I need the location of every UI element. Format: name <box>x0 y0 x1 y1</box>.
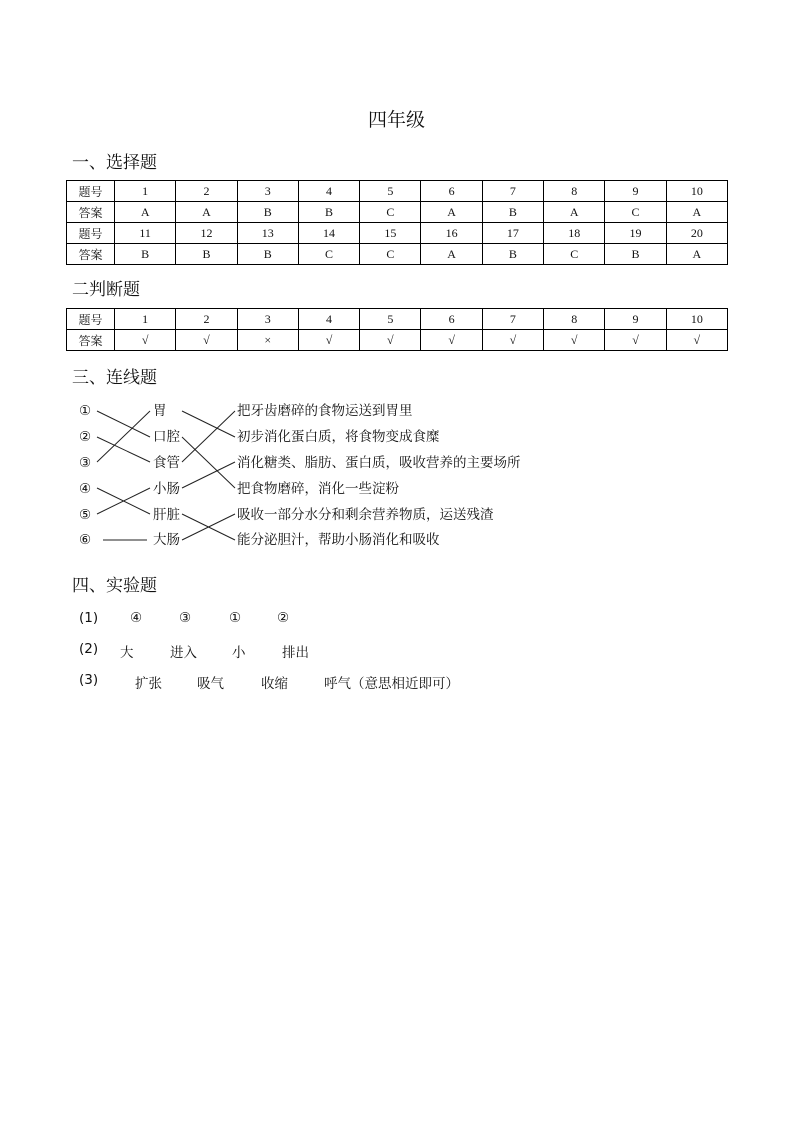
answer-cell: 13 <box>237 223 298 244</box>
match-number: ③ <box>79 455 92 471</box>
match-organ: 小肠 <box>153 481 180 497</box>
match-line <box>97 488 150 514</box>
answer-cell: × <box>237 330 298 351</box>
answer-cell: 4 <box>298 309 359 330</box>
answer-cell: 2 <box>176 181 237 202</box>
answer-cell: √ <box>298 330 359 351</box>
answer-cell: A <box>666 202 727 223</box>
row-header-cell: 答案 <box>67 330 115 351</box>
answer-cell: √ <box>176 330 237 351</box>
judge-answer-table <box>66 308 728 351</box>
answer-cell: 4 <box>298 181 359 202</box>
section-judge-heading: 二判断题 <box>72 280 140 300</box>
choice-answer-table <box>66 180 728 265</box>
answer-cell: A <box>176 202 237 223</box>
match-organ: 食管 <box>153 455 180 471</box>
table-row <box>67 309 728 330</box>
answer-cell: 5 <box>360 181 421 202</box>
answer-cell: √ <box>360 330 421 351</box>
answer-cell: B <box>298 202 359 223</box>
experiment-label: (2) <box>79 641 99 657</box>
match-line <box>97 488 150 514</box>
answer-cell: 17 <box>482 223 543 244</box>
match-function: 消化糖类、脂肪、蛋白质，吸收营养的主要场所 <box>237 455 521 471</box>
answer-cell: B <box>176 244 237 265</box>
answer-cell: 9 <box>605 309 666 330</box>
answer-cell: B <box>482 202 543 223</box>
row-header-cell: 题号 <box>67 181 115 202</box>
answer-cell: √ <box>666 330 727 351</box>
answer-cell: √ <box>544 330 605 351</box>
answer-cell: 15 <box>360 223 421 244</box>
answer-cell: B <box>605 244 666 265</box>
experiment-answer: 呼气（意思相近即可） <box>324 676 459 692</box>
answer-cell: A <box>666 244 727 265</box>
experiment-answer: 进入 <box>170 645 197 661</box>
answer-cell: 18 <box>544 223 605 244</box>
answer-cell: √ <box>482 330 543 351</box>
experiment-label: (1) <box>79 610 99 626</box>
answer-cell: 11 <box>115 223 176 244</box>
answer-cell: 9 <box>605 181 666 202</box>
answer-cell: B <box>237 202 298 223</box>
answer-cell: C <box>605 202 666 223</box>
experiment-answer: ④ <box>130 610 143 626</box>
answer-cell: 19 <box>605 223 666 244</box>
match-organ: 胃 <box>153 403 167 419</box>
experiment-label: (3) <box>79 672 99 688</box>
match-line <box>182 411 235 437</box>
table-row <box>67 223 728 244</box>
answer-cell: 7 <box>482 309 543 330</box>
match-organ: 大肠 <box>153 532 180 548</box>
experiment-answer: 扩张 <box>135 676 162 692</box>
experiment-answer: 收缩 <box>261 676 288 692</box>
answer-cell: A <box>544 202 605 223</box>
answer-cell: √ <box>605 330 666 351</box>
answer-cell: 3 <box>237 309 298 330</box>
answer-cell: B <box>482 244 543 265</box>
answer-cell: 3 <box>237 181 298 202</box>
match-line <box>182 462 235 488</box>
match-line <box>182 514 235 540</box>
answer-cell: B <box>237 244 298 265</box>
match-number: ④ <box>79 481 92 497</box>
experiment-answer: 大 <box>120 645 134 661</box>
table-row <box>67 330 728 351</box>
section-experiment-heading: 四、实验题 <box>72 576 157 596</box>
answer-cell: C <box>298 244 359 265</box>
match-line <box>182 411 235 462</box>
table-row <box>67 244 728 265</box>
answer-cell: 20 <box>666 223 727 244</box>
section-match-heading: 三、连线题 <box>72 368 157 388</box>
answer-cell: 8 <box>544 309 605 330</box>
match-number: ⑤ <box>79 507 92 523</box>
row-header-cell: 题号 <box>67 223 115 244</box>
match-function: 把食物磨碎，消化一些淀粉 <box>237 481 399 497</box>
match-function: 把牙齿磨碎的食物运送到胃里 <box>237 403 413 419</box>
row-header-cell: 题号 <box>67 309 115 330</box>
answer-cell: √ <box>421 330 482 351</box>
answer-cell: 1 <box>115 181 176 202</box>
match-organ: 口腔 <box>153 429 180 445</box>
answer-cell: C <box>544 244 605 265</box>
match-line <box>182 514 235 540</box>
experiment-answer: ② <box>277 610 290 626</box>
answer-cell: 14 <box>298 223 359 244</box>
answer-cell: B <box>115 244 176 265</box>
answer-cell: A <box>115 202 176 223</box>
experiment-answer: 小 <box>232 645 246 661</box>
match-line <box>97 411 150 462</box>
answer-cell: 6 <box>421 309 482 330</box>
match-function: 能分泌胆汁，帮助小肠消化和吸收 <box>237 532 440 548</box>
answer-cell: 10 <box>666 181 727 202</box>
section-choice-heading: 一、选择题 <box>72 153 157 173</box>
answer-cell: 2 <box>176 309 237 330</box>
answer-cell: 7 <box>482 181 543 202</box>
answer-cell: 6 <box>421 181 482 202</box>
answer-cell: 10 <box>666 309 727 330</box>
answer-cell: C <box>360 202 421 223</box>
answer-cell: C <box>360 244 421 265</box>
answer-cell: A <box>421 202 482 223</box>
match-number: ⑥ <box>79 532 92 548</box>
answer-cell: 5 <box>360 309 421 330</box>
match-organ: 肝脏 <box>153 507 180 523</box>
match-number: ① <box>79 403 92 419</box>
answer-cell: 1 <box>115 309 176 330</box>
page-title: 四年级 <box>367 109 425 131</box>
answer-cell: 12 <box>176 223 237 244</box>
answer-cell: 16 <box>421 223 482 244</box>
experiment-answer: 排出 <box>282 645 309 661</box>
match-function: 初步消化蛋白质，将食物变成食糜 <box>237 429 440 445</box>
match-line <box>97 437 150 462</box>
answer-cell: √ <box>115 330 176 351</box>
experiment-answer: ③ <box>179 610 192 626</box>
match-number: ② <box>79 429 92 445</box>
row-header-cell: 答案 <box>67 244 115 265</box>
table-row <box>67 202 728 223</box>
experiment-answer: ① <box>229 610 242 626</box>
answer-cell: 8 <box>544 181 605 202</box>
match-line <box>182 437 235 488</box>
match-function: 吸收一部分水分和剩余营养物质，运送残渣 <box>237 507 494 523</box>
match-line <box>97 411 150 437</box>
row-header-cell: 答案 <box>67 202 115 223</box>
answer-cell: A <box>421 244 482 265</box>
table-row <box>67 181 728 202</box>
experiment-answer: 吸气 <box>197 676 224 692</box>
